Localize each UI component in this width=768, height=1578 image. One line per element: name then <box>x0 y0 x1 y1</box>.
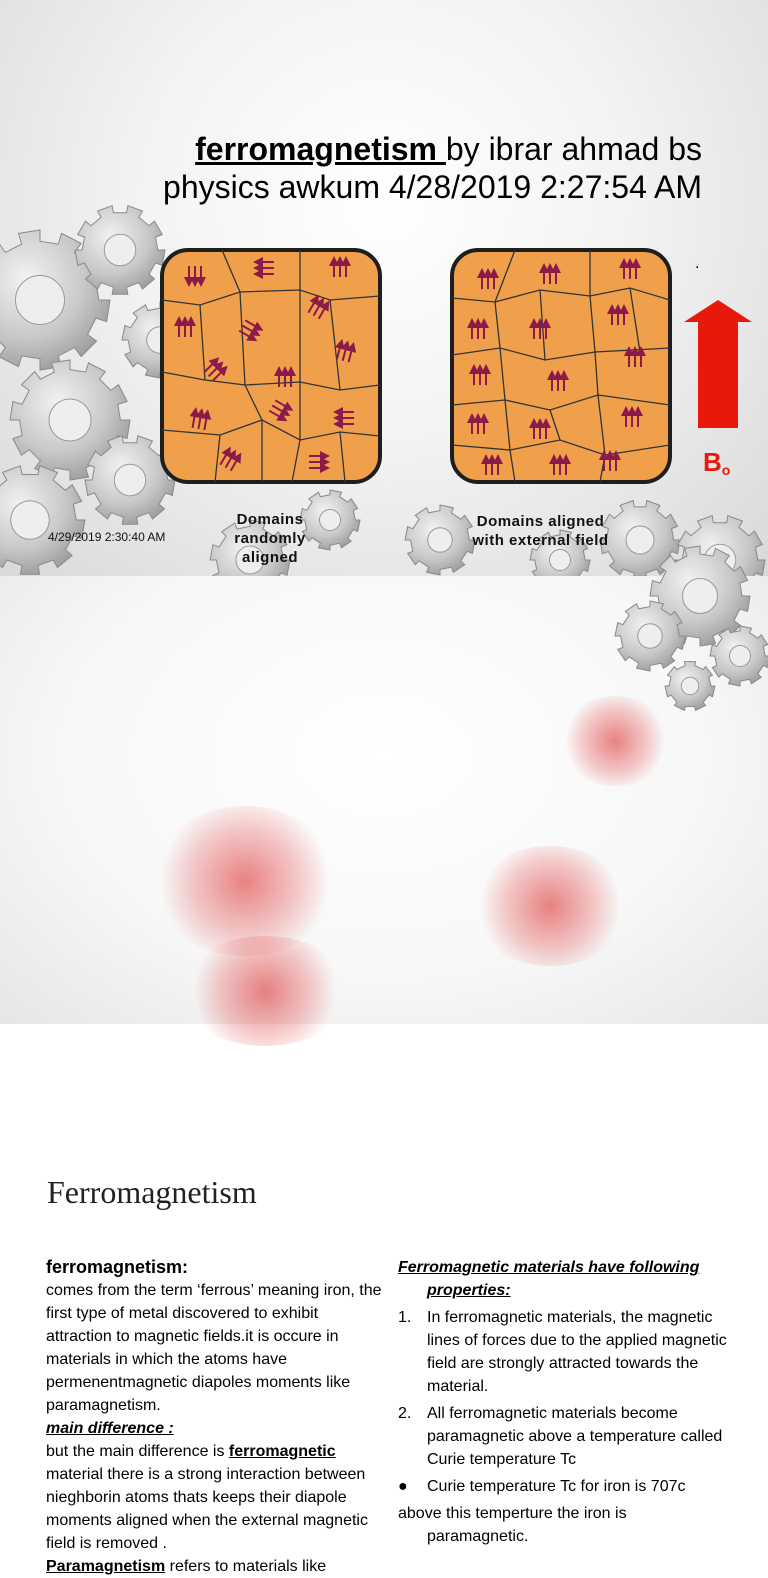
stray-dot: . <box>695 255 700 272</box>
aligned-domains-panel <box>452 250 670 482</box>
diff-keyword: ferromagnetic <box>228 1443 336 1460</box>
field-arrow <box>684 300 752 428</box>
list-text: Curie temperature Tc for iron is 707c <box>427 1478 686 1495</box>
caption-random-domains: Domains randomly aligned <box>234 511 306 566</box>
left-column <box>46 1256 386 1578</box>
main-difference-heading: main difference : <box>46 1420 174 1437</box>
diff-rest: material there is a strong interaction between nieghborin atoms thats keeps their diapole moments aligned when the external magnetic field is removed . <box>46 1466 368 1552</box>
list-text: All ferromagnetic materials become paramagnetic above a temperature called Curie temperature Tc <box>427 1405 723 1468</box>
red-blot <box>180 936 350 1046</box>
paramagnetism-paragraph <box>46 1555 386 1578</box>
list-item <box>398 1306 728 1398</box>
difference-paragraph <box>46 1440 386 1555</box>
field-label-b: B <box>703 447 722 477</box>
title-keyword: ferromagnetism <box>195 131 446 167</box>
list-text: In ferromagnetic materials, the magnetic lines of forces due to the applied magnetic field are strongly attracted towards the material. <box>427 1309 727 1395</box>
left-heading: ferromagnetism: <box>46 1257 189 1277</box>
bullet-icon: ● <box>398 1478 408 1495</box>
gears-background-2 <box>0 576 768 1024</box>
after-text: above this temperture the iron is paramagnetic. <box>398 1505 627 1545</box>
gear-icon <box>615 601 685 671</box>
para-keyword: Paramagnetism <box>46 1558 166 1575</box>
slide-datestamp: 4/29/2019 2:30:40 AM <box>48 530 166 544</box>
right-column <box>398 1256 728 1548</box>
title-rest: by ibrar ahmad bs physics awkum 4/28/2019 2:27:54 AM <box>163 131 702 205</box>
diff-prefix: but the main difference is <box>46 1443 229 1460</box>
list-number: 2. <box>398 1405 412 1422</box>
intro-paragraph: comes from the term ‘ferrous’ meaning iron, the first type of metal discovered to exhibit attraction to magnetic fields.it is occure in materials in which the atoms have permenentmagnetic diapoles moments like paramagnetism. <box>46 1282 382 1414</box>
domain-diagram <box>0 0 768 576</box>
list-item <box>398 1402 728 1471</box>
properties-heading: Ferromagnetic materials have following properties: <box>398 1259 700 1299</box>
field-label <box>703 447 730 478</box>
list-item <box>398 1475 728 1498</box>
slide-title-2: Ferromagnetism <box>47 1174 257 1210</box>
gear-icon <box>665 662 715 711</box>
list-number: 1. <box>398 1309 412 1326</box>
slide-1 <box>0 0 768 576</box>
red-blot <box>470 846 630 966</box>
caption-aligned-domains: Domains aligned with external field <box>472 513 609 549</box>
red-blot <box>150 806 340 956</box>
random-domains-panel <box>162 250 380 482</box>
field-label-sub: o <box>721 462 731 478</box>
slide-2 <box>0 576 768 1575</box>
red-blot <box>560 696 670 786</box>
para-rest: refers to materials like <box>165 1558 327 1575</box>
gear-icon <box>710 626 768 686</box>
